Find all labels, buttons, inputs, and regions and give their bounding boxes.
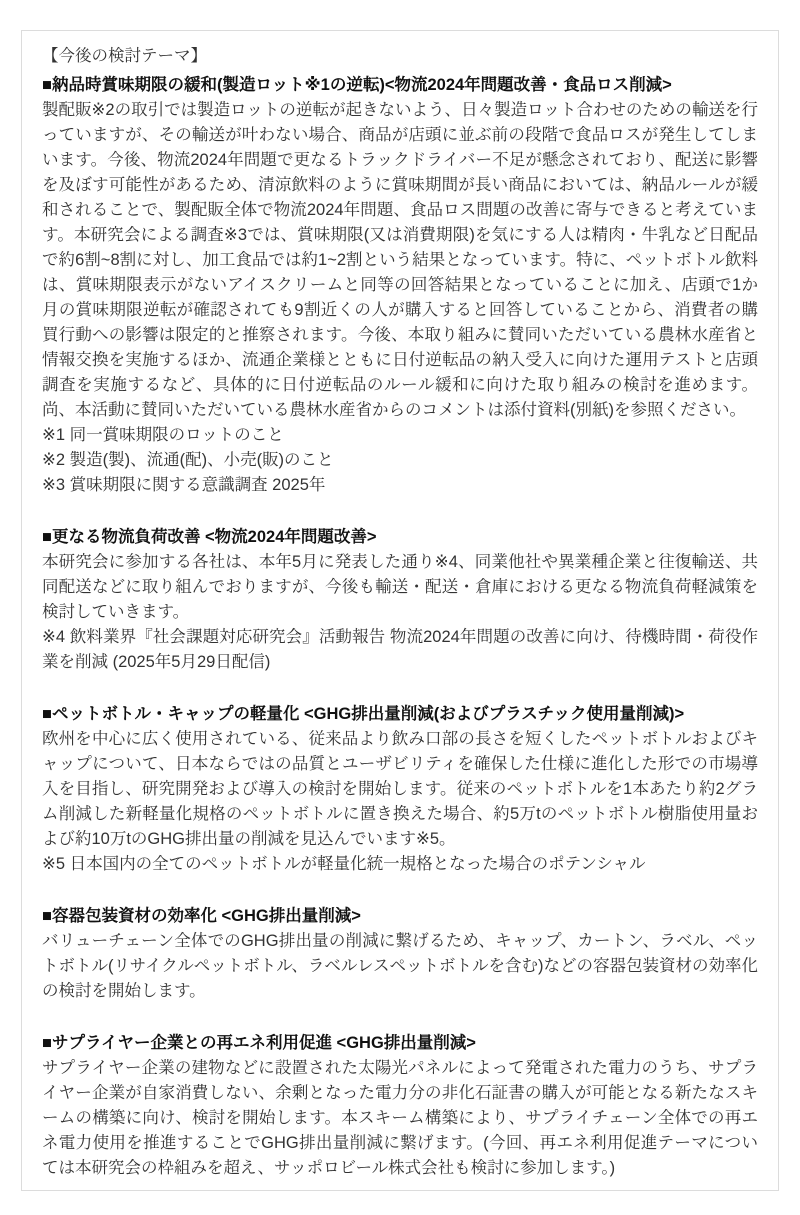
section-heading: ■ペットボトル・キャップの軽量化 <GHG排出量削減(およびプラスチック使用量削減)> [42,705,685,723]
content-panel [21,30,779,1191]
section-heading: ■納品時賞味期限の緩和(製造ロット※1の逆転)<物流2024年問題改善・食品ロス削減> [42,76,672,94]
section-body: サプライヤー企業の建物などに設置された太陽光パネルによって発電された電力のうち、サプライヤー企業が自家消費しない、余剰となった電力分の非化石証書の購入が可能となる新たなスキームの構築に向け、検討を開始します。本スキーム構築により、サプライチェーン全体での再エネ電力使用を推進することでGHG排出量削減に繋げます。(今回、再エネ利用促進テーマについては本研究会の枠組みを超え、サッポロビール株式会社も検討に参加します。) [42,1059,759,1177]
footnote: ※2 製造(製)、流通(配)、小売(販)のこと [42,451,334,469]
section-heading: ■容器包装資材の効率化 <GHG排出量削減> [42,907,361,925]
section-heading: ■更なる物流負荷改善 <物流2024年問題改善> [42,528,377,546]
section-shelf-life-rule-relaxation [42,73,758,498]
section-body: 本研究会に参加する各社は、本年5月に発表した通り※4、同業他社や異業種企業と往復輸送、共同配送などに取り組んでおりますが、今後も輸送・配送・倉庫における更なる物流負荷軽減策を検討していきます。 [42,553,758,621]
section-heading: ■サプライヤー企業との再エネ利用促進 <GHG排出量削減> [42,1034,476,1052]
footnote: ※1 同一賞味期限のロットのこと [42,426,284,444]
footnote: ※5 日本国内の全てのペットボトルが軽量化統一規格となった場合のポテンシャル [42,855,646,873]
intro-heading: 【今後の検討テーマ】 [42,47,207,65]
section-packaging-material-efficiency [42,904,758,1004]
section-supplier-renewable-energy [42,1031,758,1181]
section-pet-bottle-cap-weight-reduction [42,702,758,877]
section-body: バリューチェーン全体でのGHG排出量の削減に繋げるため、キャップ、カートン、ラベル、ペットボトル(リサイクルペットボトル、ラベルレスペットボトルを含む)などの容器包装資材の効率化の検討を開始します。 [42,932,758,1000]
section-body: 欧州を中心に広く使用されている、従来品より飲み口部の長さを短くしたペットボトルおよびキャップについて、日本ならではの品質とユーザビリティを確保した仕様に進化した形での市場導入を目指し、研究開発および導入の検討を開始します。従来のペットボトルを1本あたり約2グラム削減した新軽量化規格のペットボトルに置き換えた場合、約5万tのペットボトル樹脂使用量および約10万tのGHG排出量の削減を見込んでいます※5。 [42,730,758,848]
footnote: ※3 賞味期限に関する意識調査 2025年 [42,476,326,494]
footnote: ※4 飲料業界『社会課題対応研究会』活動報告 物流2024年問題の改善に向け、待機時間・荷役作業を削減 (2025年5月29日配信) [42,628,758,671]
section-body: 製配販※2の取引では製造ロットの逆転が起きないよう、日々製造ロット合わせのための輸送を行っていますが、その輸送が叶わない場合、商品が店頭に並ぶ前の段階で食品ロスが発生してしまいます。今後、物流2024年問題で更なるトラックドライバー不足が懸念されており、配送に影響を及ぼす可能性があるため、清涼飲料のように賞味期間が長い商品においては、納品ルールが緩和されることで、製配販全体で物流2024年問題、食品ロス問題の改善に寄与できると考えています。本研究会による調査※3では、賞味期限(又は消費期限)を気にする人は精肉・牛乳など日配品で約6割~8割に対し、加工食品では約1~2割という結果となっています。特に、ペットボトル飲料は、賞味期限表示がないアイスクリームと同等の回答結果となっていることに加え、店頭で1か月の賞味期限逆転が確認されても9割近くの人が購入すると回答していることから、消費者の購買行動への影響は限定的と推察されます。今後、本取り組みに賛同いただいている農林水産省と情報交換を実施するほか、流通企業様とともに日付逆転品の納入受入に向けた運用テストと店頭調査を実施するなど、具体的に日付逆転品のルール緩和に向けた取り組みの検討を進めます。尚、本活動に賛同いただいている農林水産省からのコメントは添付資料(別紙)を参照ください。 [42,101,758,419]
section-logistics-load-improvement [42,525,758,675]
